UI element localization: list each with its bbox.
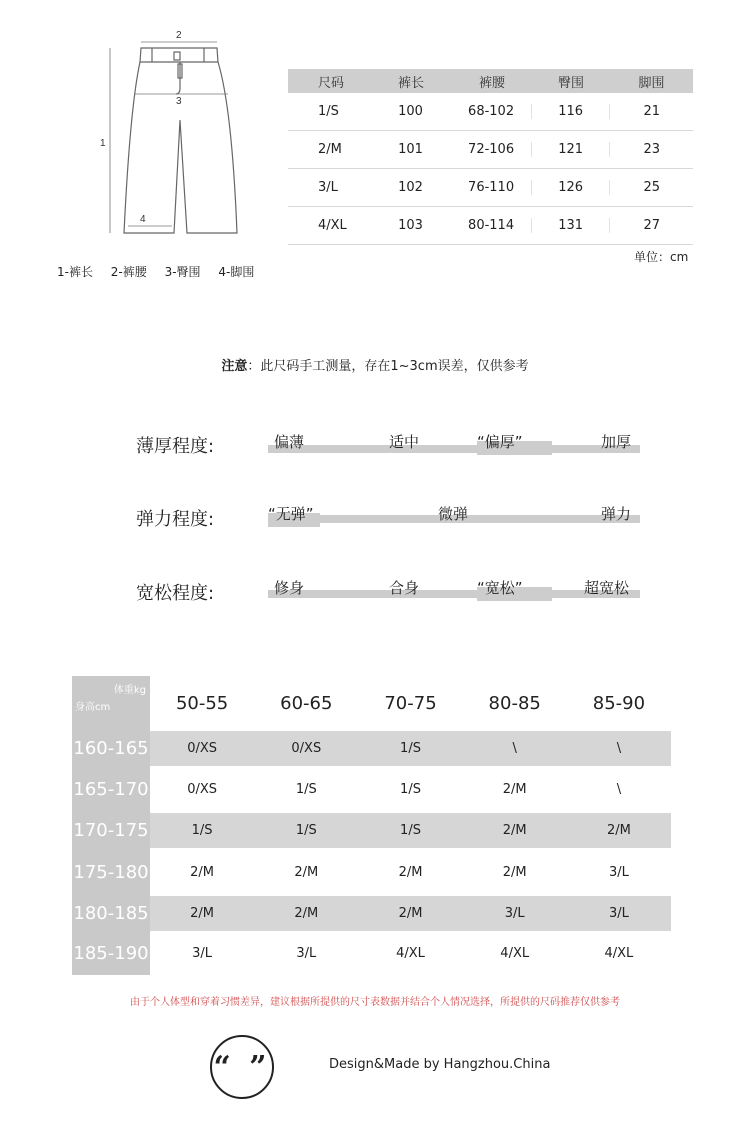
height-axis-label: 身高cm — [75, 702, 111, 713]
weight-header: 50-55 — [175, 693, 229, 714]
table-row — [72, 813, 671, 848]
note-label: 注意 — [221, 359, 248, 374]
fit-option: 合身 — [389, 579, 420, 597]
size-cell: \ — [616, 741, 622, 756]
weight-axis-label: 体重kg — [113, 685, 146, 696]
thickness-option: 加厚 — [601, 433, 632, 451]
size-cell: 2/M — [502, 864, 527, 880]
size-cell: 2/M — [398, 906, 423, 921]
size-cell: 2/M — [502, 823, 527, 838]
size-cell: 2/M — [190, 906, 215, 921]
fit-option: 超宽松 — [584, 579, 630, 597]
table-cell: 80-114 — [451, 218, 532, 233]
size-cell: 3/L — [608, 864, 629, 880]
table-row — [288, 207, 693, 245]
table-cell: 2/M — [318, 142, 342, 157]
fit-scale-title: 宽松程度: — [136, 583, 215, 604]
table-cell: 131 — [532, 218, 611, 233]
table-row — [288, 93, 693, 131]
measurement-table — [288, 69, 693, 245]
size-cell: 2/M — [294, 864, 319, 880]
size-cell: 2/M — [398, 864, 423, 880]
height-header: 180-185 — [72, 896, 150, 931]
table-cell: 100 — [398, 104, 423, 119]
size-cell: 0/XS — [291, 741, 322, 756]
legend-item: 2-裤腰 — [110, 265, 147, 279]
header-cell: 尺码 — [318, 75, 345, 91]
table-cell: 3/L — [318, 180, 338, 195]
diagram-label-1: 1 — [100, 138, 106, 149]
size-cell: 3/L — [504, 906, 525, 921]
table-row — [72, 931, 671, 975]
table-row — [72, 848, 671, 896]
measurement-note — [0, 355, 750, 374]
thickness-option-selected: “偏厚” — [477, 433, 523, 451]
table-cell: 103 — [398, 218, 423, 233]
table-cell: 27 — [643, 218, 660, 233]
size-cell: \ — [616, 782, 622, 797]
table-cell: 101 — [398, 142, 423, 157]
size-cell: 0/XS — [187, 741, 217, 756]
table-cell: 121 — [532, 142, 611, 157]
header-cell: 裤长 — [397, 75, 424, 91]
legend-item: 4-脚围 — [218, 265, 255, 279]
table-cell: 116 — [532, 104, 611, 119]
table-row — [288, 169, 693, 207]
elasticity-option: 弹力 — [601, 505, 632, 523]
legend-item: 1-裤长 — [57, 265, 93, 279]
fit-option-selected: “宽松” — [477, 579, 523, 597]
thickness-scale-title: 薄厚程度: — [136, 436, 215, 457]
size-recommendation-table — [72, 676, 671, 975]
table-row — [288, 131, 693, 169]
diagram-label-3: 3 — [176, 96, 182, 107]
elasticity-option-selected: “无弹” — [268, 505, 314, 523]
fit-option: 修身 — [274, 579, 305, 597]
legend-item: 3-臀围 — [164, 265, 201, 279]
height-header: 160-165 — [72, 731, 150, 766]
unit-label: 单位：cm — [634, 250, 689, 264]
table-header — [288, 69, 693, 93]
size-cell: 1/S — [295, 782, 317, 797]
height-header: 165-170 — [72, 766, 150, 813]
weight-header-row — [72, 676, 671, 731]
diagram-legend — [57, 263, 268, 280]
pants-diagram — [96, 28, 266, 248]
size-cell: 4/XL — [396, 945, 425, 961]
size-cell: 1/S — [191, 823, 213, 838]
corner-cell — [72, 676, 150, 731]
table-cell: 72-106 — [451, 142, 532, 157]
size-cell: 0/XS — [187, 782, 217, 797]
weight-header: 80-85 — [488, 693, 541, 714]
table-cell: 126 — [532, 180, 611, 195]
table-cell: 25 — [643, 180, 660, 195]
weight-header: 85-90 — [592, 693, 646, 714]
size-cell: 2/M — [502, 782, 527, 797]
size-cell: 1/S — [400, 823, 421, 838]
size-cell: 3/L — [192, 945, 213, 961]
height-header: 185-190 — [72, 931, 150, 975]
height-header: 170-175 — [72, 813, 150, 848]
size-cell: 1/S — [295, 823, 317, 838]
size-cell: 2/M — [294, 906, 319, 921]
note-text: ：此尺码手工测量，存在1~3cm误差，仅供参考 — [247, 359, 529, 374]
table-cell: 21 — [643, 104, 660, 119]
size-cell: 3/L — [608, 906, 629, 921]
design-credit: Design&Made by Hangzhou.China — [329, 1057, 551, 1072]
thickness-scale-bar — [268, 445, 640, 453]
header-cell: 裤腰 — [478, 75, 505, 91]
size-cell: 1/S — [400, 741, 421, 756]
table-cell: 1/S — [318, 104, 339, 119]
quote-icon: “ ” — [210, 1035, 274, 1099]
size-cell: 2/M — [190, 864, 215, 880]
size-cell: 4/XL — [604, 945, 634, 961]
size-disclaimer: 由于个人体型和穿着习惯差异，建议根据所提供的尺寸表数据并结合个人情况选择，所提供的尺码推荐仅供参考 — [130, 997, 620, 1008]
weight-header: 60-65 — [280, 693, 333, 714]
table-cell: 23 — [643, 142, 660, 157]
table-row — [72, 731, 671, 766]
table-cell: 76-110 — [451, 180, 532, 195]
table-cell: 68-102 — [451, 104, 532, 119]
header-cell: 臀围 — [557, 75, 584, 91]
size-cell: 1/S — [400, 782, 421, 797]
table-row — [72, 766, 671, 813]
weight-header: 70-75 — [384, 693, 437, 714]
size-cell: \ — [512, 741, 517, 756]
diagram-label-2: 2 — [176, 30, 182, 41]
table-cell: 4/XL — [318, 218, 347, 233]
size-cell: 4/XL — [500, 945, 530, 961]
height-header: 175-180 — [72, 848, 150, 896]
elasticity-option: 微弹 — [438, 505, 469, 523]
size-cell: 3/L — [296, 945, 317, 961]
table-cell: 102 — [398, 180, 423, 195]
diagram-label-4: 4 — [140, 214, 146, 225]
header-cell: 脚围 — [638, 75, 665, 91]
thickness-option: 适中 — [389, 433, 420, 451]
size-cell: 2/M — [606, 823, 631, 838]
thickness-option: 偏薄 — [274, 433, 305, 451]
table-row — [72, 896, 671, 931]
elasticity-scale-title: 弹力程度: — [136, 509, 215, 530]
